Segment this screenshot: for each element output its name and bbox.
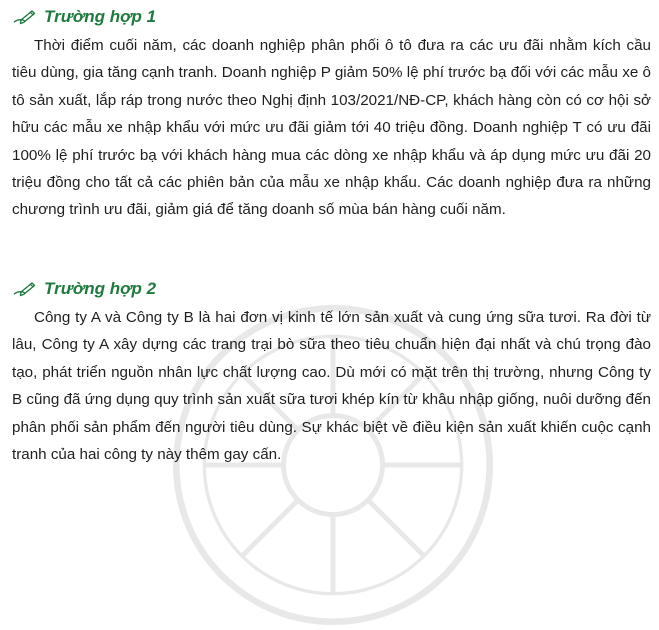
case-1-title: Trường hợp 1 [44, 7, 157, 26]
pen-writing-icon [12, 9, 36, 25]
case-1-section [0, 2, 659, 224]
case-1-paragraph: Thời điểm cuối năm, các doanh nghiệp phân phối ô tô đưa ra các ưu đãi nhằm kích cầu tiêu dùng, gia tăng cạnh tranh. Doanh nghiệp P giảm 50% lệ phí trước bạ đối với các mẫu xe ô tô sản xuất, lắp ráp trong nước theo Nghị định 103/2021/NĐ-CP, khách hàng còn có cơ hội sở hữu các mẫu xe nhập khẩu với mức ưu đãi giảm tới 40 triệu đồng. Doanh nghiệp T có ưu đãi 100% lệ phí trước bạ với khách hàng mua các dòng xe nhập khẩu và áp dụng mức ưu đãi 20 triệu đồng cho tất cả các phiên bản của mẫu xe nhập khẩu. Các doanh nghiệp đưa ra những chương trình ưu đãi, giảm giá để tăng doanh số mùa bán hàng cuối năm. [12, 37, 651, 219]
case-2-paragraph: Công ty A và Công ty B là hai đơn vị kinh tế lớn sản xuất và cung ứng sữa tươi. Ra đời từ lâu, Công ty A xây dựng các trang trại bò sữa theo tiêu chuẩn hiện đại nhất và chú trọng đào tạo, phát triển nguồn nhân lực chất lượng cao. Dù mới có mặt trên thị trường, nhưng Công ty B cũng đã ứng dụng quy trình sản xuất sữa tươi khép kín từ khâu nhập giống, nuôi dưỡng đến phân phối sản phẩm đến người tiêu dùng. Sự khác biệt về điều kiện sản xuất khiến cuộc cạnh tranh của hai công ty này thêm gay cấn. [12, 309, 651, 464]
case-2-title: Trường hợp 2 [44, 279, 157, 298]
pen-writing-icon [12, 281, 36, 297]
case-1-heading [0, 2, 659, 32]
case-2-section [0, 274, 659, 468]
case-2-heading [0, 274, 659, 304]
